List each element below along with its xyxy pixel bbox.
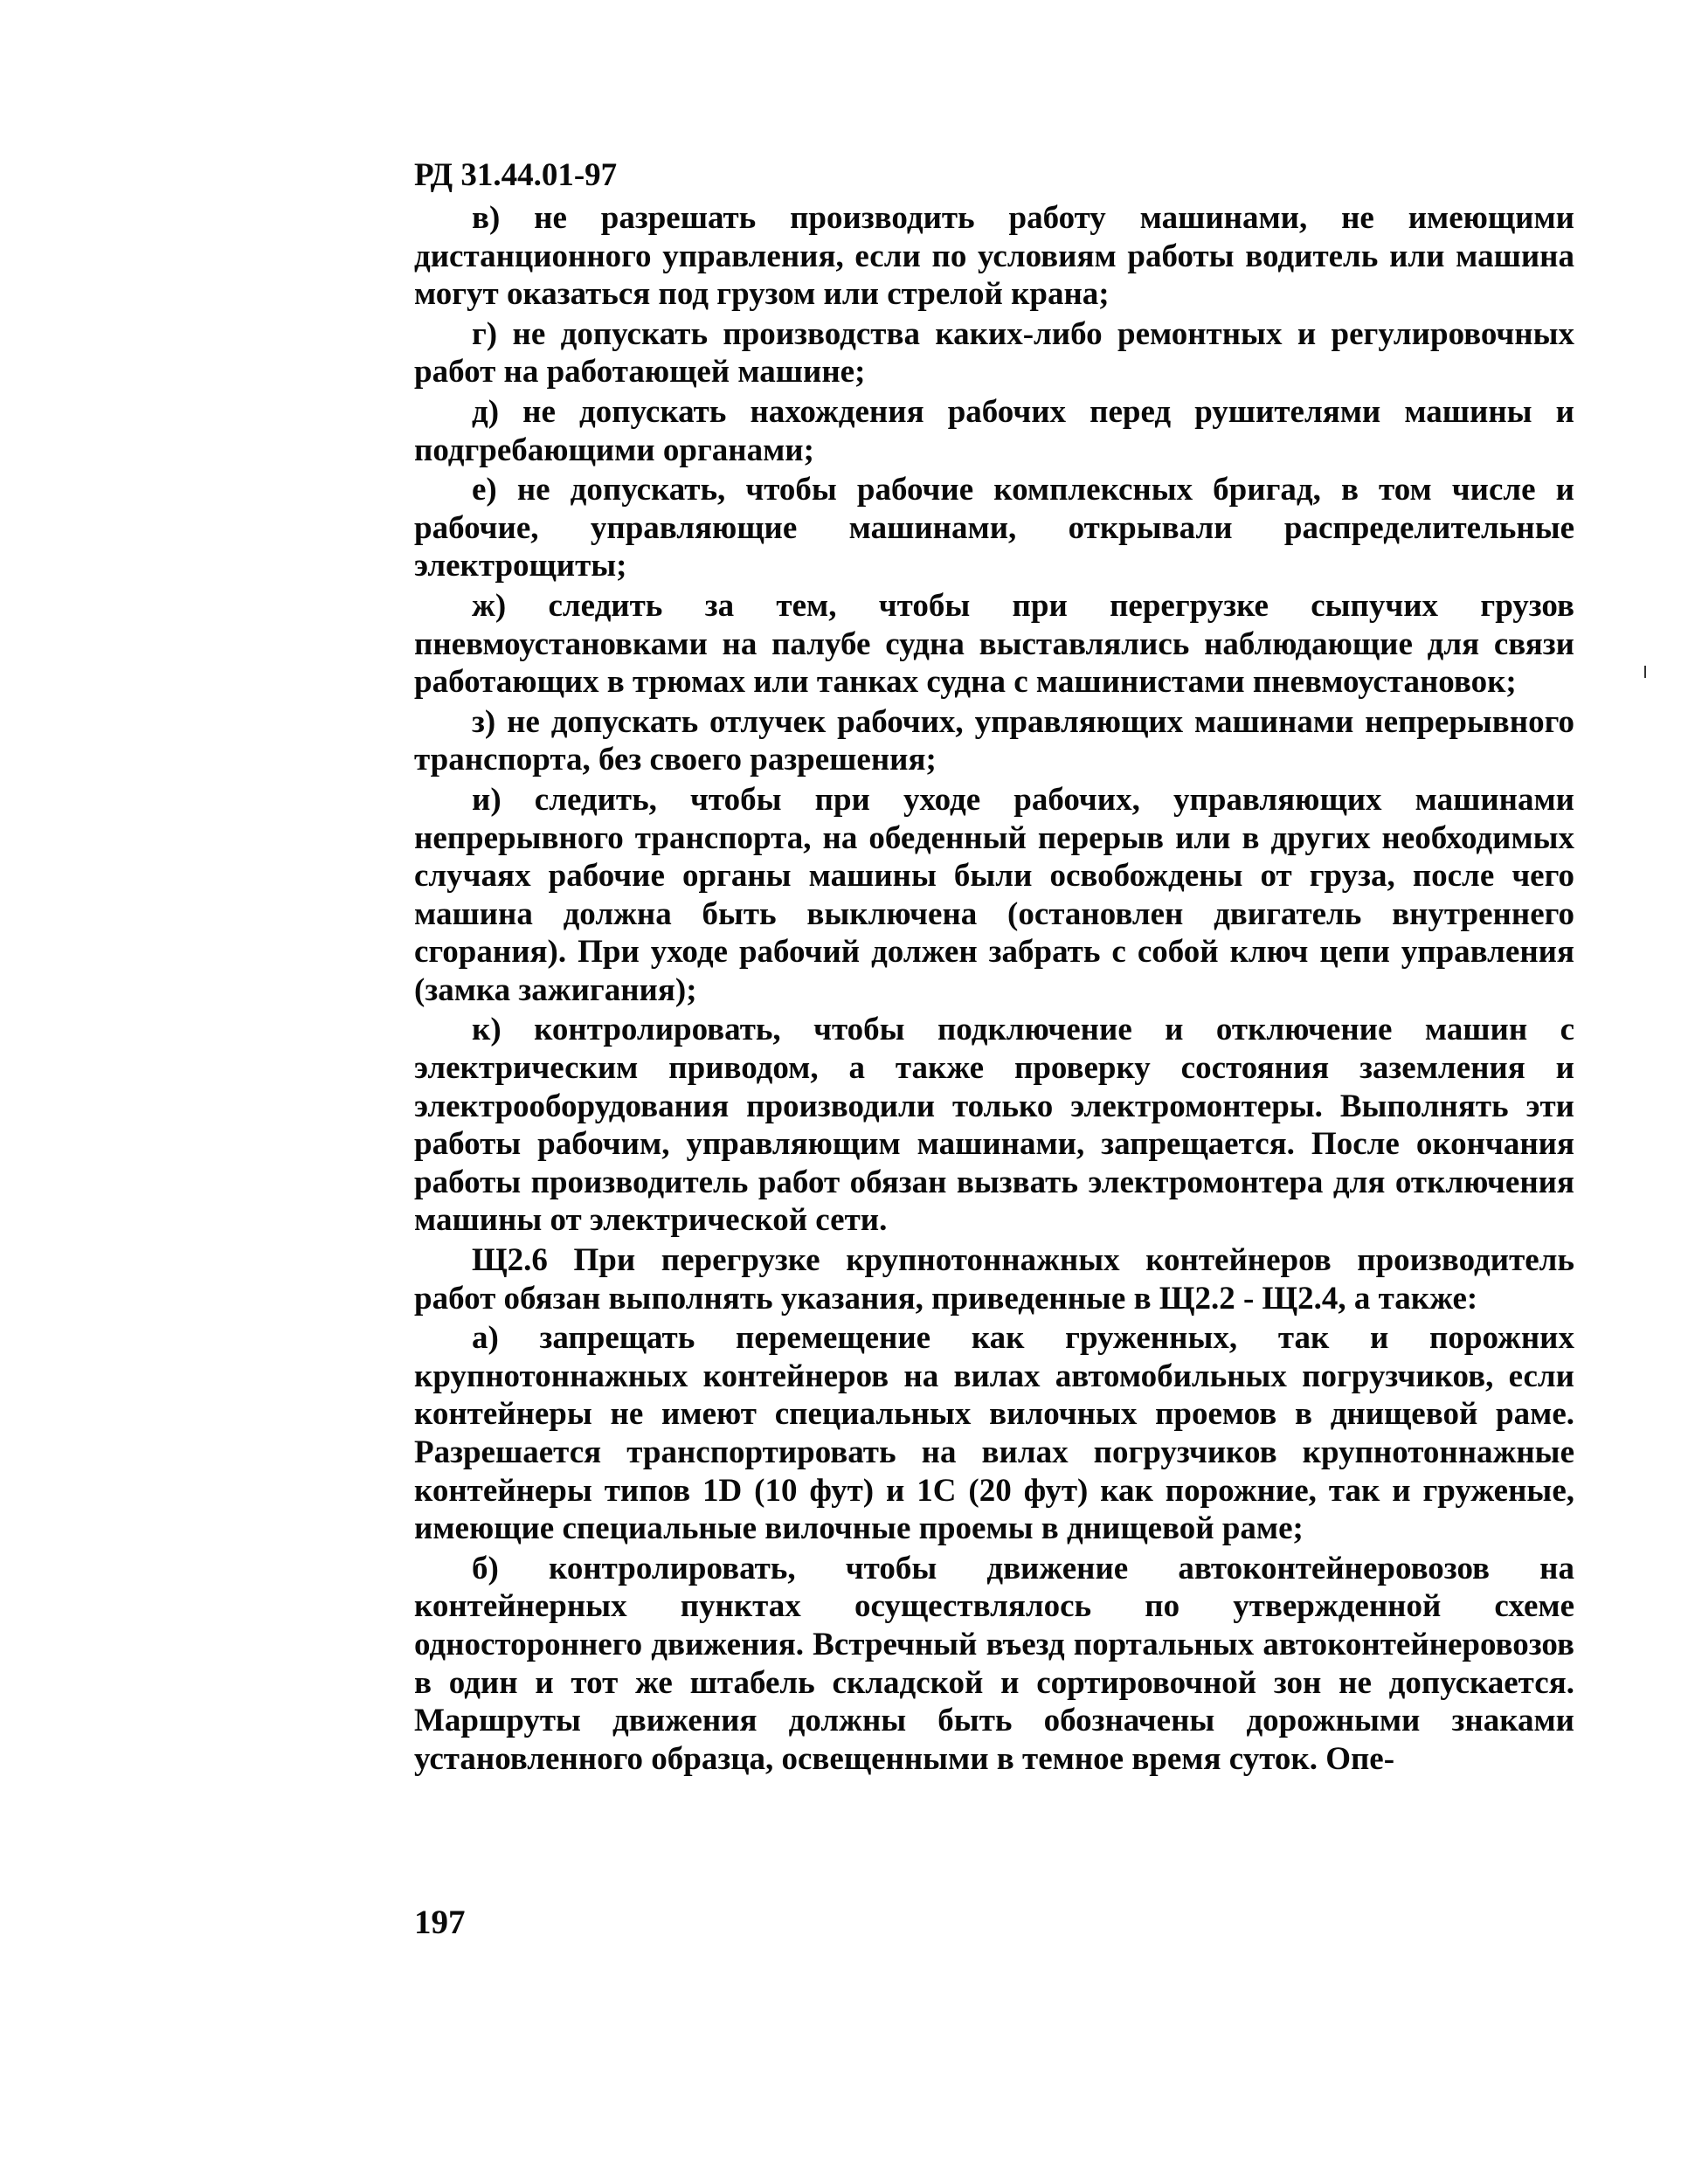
paragraph-zh: ж) следить за тем, чтобы при перегрузке сыпучих грузов пневмоустановками на палубе судна выставлялись наблюдающие для связи работающих в трюмах или танках судна с машинистами пневмоустановок; bbox=[414, 587, 1574, 701]
paragraph-i: и) следить, чтобы при уходе рабочих, управляющих машинами непрерывного транспорта, на обеденный перерыв или в других необходимых случаях рабочие органы машины были освобождены от груза, после чего машина должна быть выключена (остановлен двигатель внутреннего сгорания). При уходе рабочий должен забрать с собой ключ цепи управления (замка зажигания); bbox=[414, 781, 1574, 1008]
paragraph-v: в) не разрешать производить работу машинами, не имеющими дистанционного управления, если по условиям работы водитель или машина могут оказаться под грузом или стрелой крана; bbox=[414, 200, 1574, 313]
document-page bbox=[414, 156, 1574, 1780]
page-number: 197 bbox=[414, 1904, 466, 1941]
paragraph-z: з) не допускать отлучек рабочих, управляющих машинами непрерывного транспорта, без своего разрешения; bbox=[414, 703, 1574, 778]
paragraph-a: а) запрещать перемещение как груженных, так и порожних крупнотоннажных контейнеров на вилах автомобильных погрузчиков, если контейнеры не имеют специальных вилочных проемов в днищевой раме. Разрешается транспортировать на вилах погрузчиков крупнотоннажные контейнеры типов 1D (10 фут) и 1С (20 фут) как порожние, так и груженые, имеющие специальные вилочные проемы в днищевой раме; bbox=[414, 1320, 1574, 1547]
paragraph-e: е) не допускать, чтобы рабочие комплексных бригад, в том числе и рабочие, управляющие машинами, открывали распределительные электрощиты; bbox=[414, 472, 1574, 584]
paragraph-d: д) не допускать нахождения рабочих перед рушителями машины и подгребающими органами; bbox=[414, 393, 1574, 468]
paragraph-b: б) контролировать, чтобы движение автоконтейнеровозов на контейнерных пунктах осуществлялось по утвержденной схеме одностороннего движения. Встречный въезд портальных автоконтейнеровозов в один и тот же штабель складской и сортировочной зон не допускается. Маршруты движения должны быть обозначены дорожными знаками установленного образца, освещенными в темное время суток. Опе- bbox=[414, 1550, 1574, 1777]
paragraph-k: к) контролировать, чтобы подключение и отключение машин с электрическим приводом, а также проверку состояния заземления и электрооборудования производили только электромонтеры. Выполнять эти работы рабочим, управляющим машинами, запрещается. После окончания работы производитель работ обязан вызвать электромонтера для отключения машины от электрической сети. bbox=[414, 1012, 1574, 1239]
document-code: РД 31.44.01-97 bbox=[414, 157, 618, 193]
section-shch2-6: Щ2.6 При перегрузке крупнотоннажных контейнеров производитель работ обязан выполнять указания, приведенные в Щ2.2 - Щ2.4, а также: bbox=[414, 1242, 1574, 1317]
paragraph-g: г) не допускать производства каких-либо ремонтных и регулировочных работ на работающей машине; bbox=[414, 315, 1574, 390]
scan-mark bbox=[1644, 666, 1646, 678]
